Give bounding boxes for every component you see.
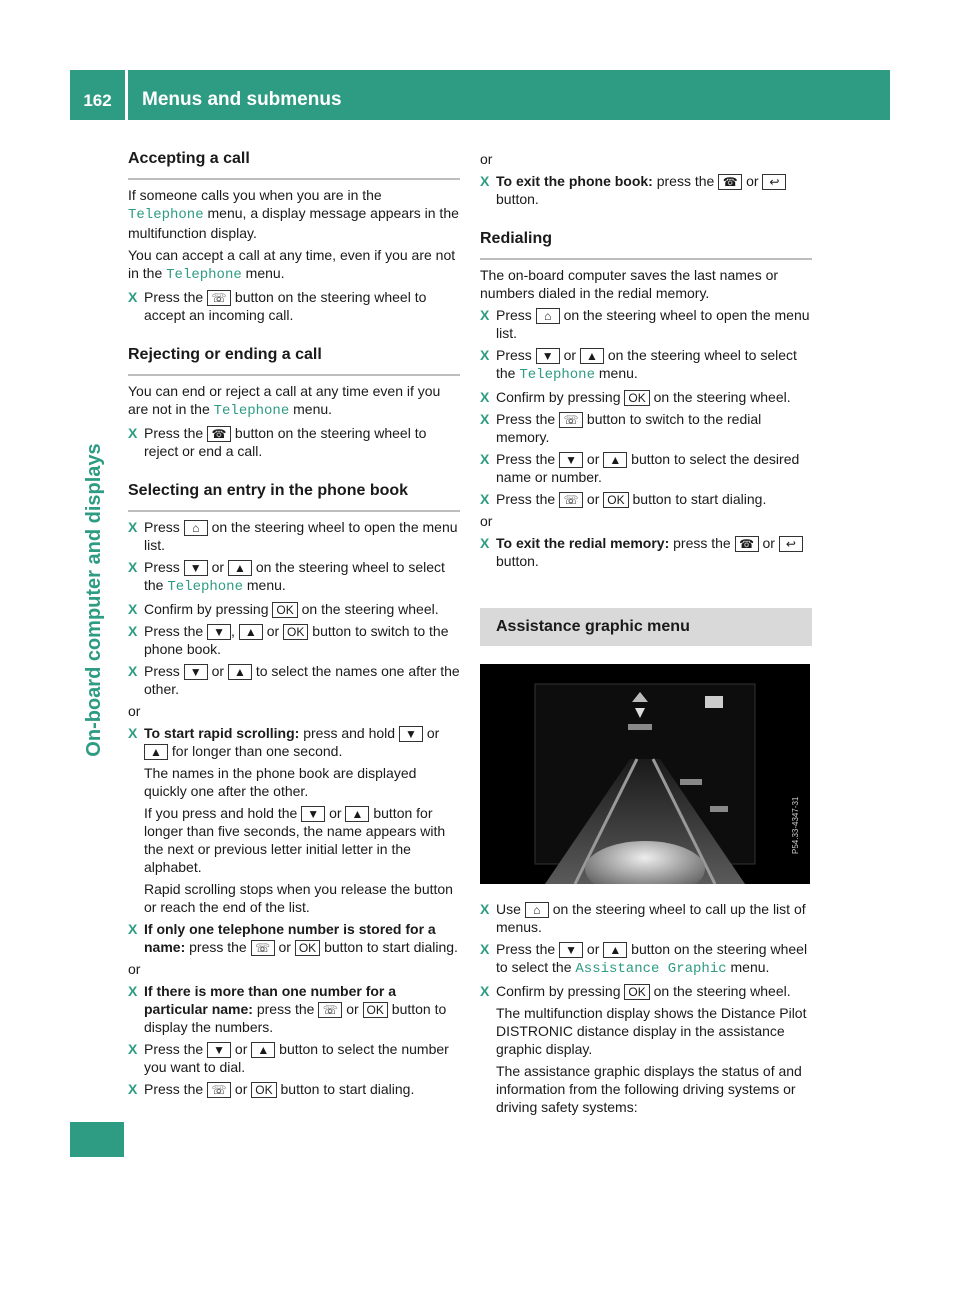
redial-step-5: X Press the ▼ or ▲ button to select the desired name or number. — [480, 451, 800, 485]
ok-icon: OK — [251, 1082, 276, 1098]
assist-step-3: X Confirm by pressing OK on the steering wheel. — [480, 983, 791, 999]
redial-step-6: X Press the ☏ or OK button to start dialing. — [480, 491, 767, 507]
select-step-3: X Confirm by pressing OK on the steering wheel. — [128, 601, 439, 617]
accept-step: X Press the ☏ button on the steering wheel to accept an incoming call. — [128, 289, 427, 323]
up-icon: ▲ — [603, 942, 627, 958]
select-number-step: X Press the ▼ or ▲ button to select the number you want to dial. — [128, 1041, 449, 1075]
select-step-5: X Press ▼ or ▲ to select the names one after the other. — [128, 663, 460, 697]
phone-icon: ☏ — [559, 492, 583, 508]
right-column — [480, 150, 812, 1120]
home-icon: ⌂ — [536, 308, 560, 324]
assist-step-2: X Press the ▼ or ▲ button on the steering wheel to select the Assistance Graphic menu. — [480, 941, 808, 977]
road-graphic — [480, 664, 810, 884]
home-icon: ⌂ — [184, 520, 208, 536]
up-icon: ▲ — [345, 806, 369, 822]
ok-icon: OK — [295, 940, 320, 956]
phone-icon: ☏ — [318, 1002, 342, 1018]
up-icon: ▲ — [228, 664, 252, 680]
rapid-step: X To start rapid scrolling: press and hold ▼ or ▲ for longer than one second. — [128, 725, 440, 759]
ok-icon: OK — [624, 984, 649, 1000]
redial-step-1: X Press ⌂ on the steering wheel to open the menu list. — [480, 307, 810, 341]
down-icon: ▼ — [207, 1042, 231, 1058]
heading-rejecting-call: Rejecting or ending a call — [128, 346, 460, 376]
phone-icon: ☏ — [207, 290, 231, 306]
ok-icon: OK — [283, 624, 308, 640]
home-icon: ⌂ — [525, 902, 549, 918]
only-number-step: X If only one telephone number is stored for a name: press the ☏ or OK button to start dialing. — [128, 921, 458, 955]
phone-icon: ☏ — [207, 1082, 231, 1098]
heading-assistance-graphic: Assistance graphic menu — [480, 608, 812, 646]
or-top: or — [480, 151, 493, 167]
down-icon: ▼ — [184, 664, 208, 680]
heading-select-entry: Selecting an entry in the phone book — [128, 482, 460, 512]
redial-step-4: X Press the ☏ button to switch to the redial memory. — [480, 411, 762, 445]
reject-step: X Press the ☎ button on the steering wheel to reject or end a call. — [128, 425, 427, 459]
or-1: or — [128, 703, 141, 719]
up-icon: ▲ — [144, 744, 168, 760]
ok-icon: OK — [603, 492, 628, 508]
ok-icon: OK — [272, 602, 297, 618]
hang-up-icon: ☎ — [735, 536, 759, 552]
side-block — [70, 1122, 124, 1157]
reject-paragraph: You can end or reject a call at any time even if you are not in the Telephone menu. — [128, 383, 441, 419]
select-step-4: X Press the ▼ , ▲ or OK button to switch to the phone book. — [128, 623, 449, 657]
down-icon: ▼ — [207, 624, 231, 640]
accept-paragraph-1: If someone calls you when you are in the Telephone menu, a display message appears in the multifunction display. — [128, 187, 459, 241]
redial-paragraph: The on-board computer saves the last names or numbers dialed in the redial memory. — [480, 267, 779, 301]
heading-accepting-call: Accepting a call — [128, 150, 460, 180]
or-3: or — [480, 513, 493, 529]
assist-note-2: The assistance graphic displays the status of and information from the following driving systems or driving safety systems: — [496, 1063, 802, 1115]
exit-book-step: X To exit the phone book: press the ☎ or ↩ button. — [480, 172, 812, 208]
graphic-code: P54.33-4347-31 — [791, 796, 800, 854]
header-separator — [125, 70, 128, 120]
assist-note-1: The multifunction display shows the Distance Pilot DISTRONIC distance display in the assistance graphic display. — [496, 1005, 807, 1057]
rapid-note-2: If you press and hold the ▼ or ▲ button for longer than five seconds, the name appears with the next or previous letter initial letter in the alphabet. — [144, 805, 446, 875]
up-icon: ▲ — [228, 560, 252, 576]
section-title: Menus and submenus — [142, 89, 342, 110]
up-icon: ▲ — [603, 452, 627, 468]
accept-paragraph-2: You can accept a call at any time, even if you are not in the Telephone menu. — [128, 247, 456, 283]
back-icon: ↩ — [762, 174, 786, 190]
left-column — [128, 150, 460, 1102]
phone-icon: ☏ — [559, 412, 583, 428]
redial-step-3: X Confirm by pressing OK on the steering wheel. — [480, 389, 791, 405]
select-step-2: X Press ▼ or ▲ on the steering wheel to select the Telephone menu. — [128, 559, 445, 595]
hang-up-icon: ☎ — [207, 426, 231, 442]
more-numbers-step: X If there is more than one number for a particular name: press the ☏ or OK button to display the numbers. — [128, 983, 447, 1035]
page-number: 162 — [83, 91, 112, 110]
down-icon: ▼ — [301, 806, 325, 822]
up-icon: ▲ — [239, 624, 263, 640]
down-icon: ▼ — [536, 348, 560, 364]
exit-redial-step: X To exit the redial memory: press the ☎ or ↩ button. — [480, 534, 812, 570]
start-dial-step: X Press the ☏ or OK button to start dialing. — [128, 1081, 415, 1097]
up-icon: ▲ — [580, 348, 604, 364]
back-icon: ↩ — [779, 536, 803, 552]
ok-icon: OK — [363, 1002, 388, 1018]
assistance-graphic-image — [480, 664, 810, 884]
down-icon: ▼ — [559, 942, 583, 958]
or-2: or — [128, 961, 141, 977]
redial-step-2: X Press ▼ or ▲ on the steering wheel to select the Telephone menu. — [480, 347, 797, 383]
up-icon: ▲ — [251, 1042, 275, 1058]
phone-icon: ☏ — [251, 940, 275, 956]
down-icon: ▼ — [399, 726, 423, 742]
select-step-1: X Press ⌂ on the steering wheel to open the menu list. — [128, 519, 458, 553]
ok-icon: OK — [624, 390, 649, 406]
rapid-note-3: Rapid scrolling stops when you release the button or reach the end of the list. — [144, 881, 453, 915]
heading-redialing: Redialing — [480, 230, 812, 260]
down-icon: ▼ — [559, 452, 583, 468]
hang-up-icon: ☎ — [718, 174, 742, 190]
rapid-note-1: The names in the phone book are displayed quickly one after the other. — [144, 765, 417, 799]
down-icon: ▼ — [184, 560, 208, 576]
assist-step-1: X Use ⌂ on the steering wheel to call up the list of menus. — [480, 901, 806, 935]
